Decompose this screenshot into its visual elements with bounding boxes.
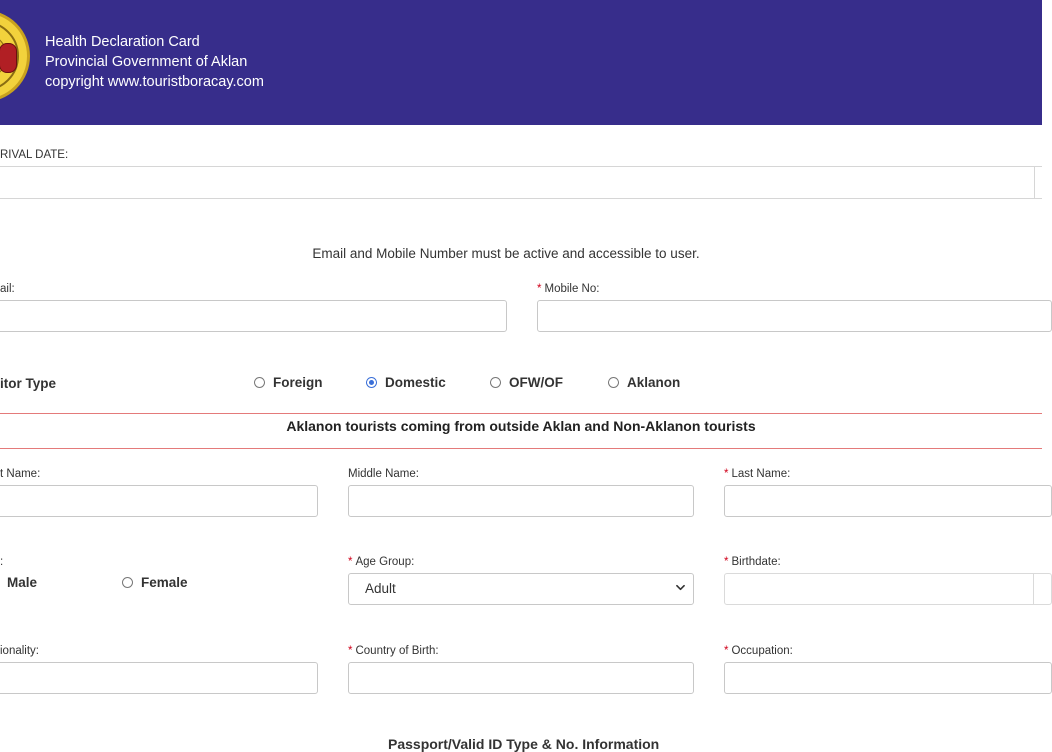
radio-circle-icon [254, 377, 265, 388]
visitor-type-aklanon-radio[interactable]: Aklanon [608, 375, 680, 390]
header-title: Health Declaration Card [45, 34, 200, 50]
sex-label: : [0, 556, 4, 568]
age-group-label: * Age Group: [348, 556, 415, 568]
country-of-birth-label: * Country of Birth: [348, 645, 439, 657]
nationality-label: ionality: [0, 645, 39, 657]
radio-circle-icon [122, 577, 133, 588]
country-of-birth-field[interactable] [348, 662, 694, 694]
passport-section-heading: Passport/Valid ID Type & No. Information [388, 736, 660, 752]
radio-checked-icon [366, 377, 377, 388]
nationality-field[interactable] [0, 662, 318, 694]
visitor-type-foreign-radio[interactable]: Foreign [254, 375, 323, 390]
page-header [0, 0, 1042, 125]
visitor-type-domestic-radio[interactable]: Domestic [366, 375, 446, 390]
sex-female-radio[interactable]: Female [122, 575, 188, 590]
last-name-field[interactable] [724, 485, 1052, 517]
first-name-field[interactable] [0, 485, 318, 517]
mobile-field[interactable] [537, 300, 1052, 332]
sex-male-radio[interactable]: Male [7, 575, 38, 590]
radio-circle-icon [608, 377, 619, 388]
contact-notice: Email and Mobile Number must be active and accessible to user. [312, 246, 700, 261]
last-name-label: * Last Name: [724, 468, 791, 480]
visitor-type-label: itor Type [0, 376, 57, 391]
arrival-date-label: RIVAL DATE: [0, 149, 69, 161]
occupation-label: * Occupation: [724, 645, 793, 657]
occupation-field[interactable] [724, 662, 1052, 694]
header-subtitle: Provincial Government of Aklan [45, 54, 248, 70]
middle-name-label: Middle Name: [348, 468, 419, 480]
radio-circle-icon [490, 377, 501, 388]
first-name-label: t Name: [0, 468, 41, 480]
middle-name-field[interactable] [348, 485, 694, 517]
birthdate-label: * Birthdate: [724, 556, 781, 568]
birthdate-field[interactable] [724, 573, 1052, 605]
email-label: ail: [0, 283, 15, 295]
age-group-select[interactable]: Adult [348, 573, 694, 605]
aklan-seal-logo [0, 10, 30, 102]
arrival-date-input[interactable] [0, 166, 1042, 199]
section-title: Aklanon tourists coming from outside Aklan and Non-Aklanon tourists [286, 418, 756, 434]
mobile-label: * Mobile No: [537, 283, 600, 295]
header-text [45, 32, 264, 92]
visitor-type-ofw-radio[interactable]: OFW/OF [490, 375, 563, 390]
email-field[interactable] [0, 300, 507, 332]
header-copyright: copyright www.touristboracay.com [45, 74, 264, 90]
chevron-down-icon [676, 583, 685, 592]
